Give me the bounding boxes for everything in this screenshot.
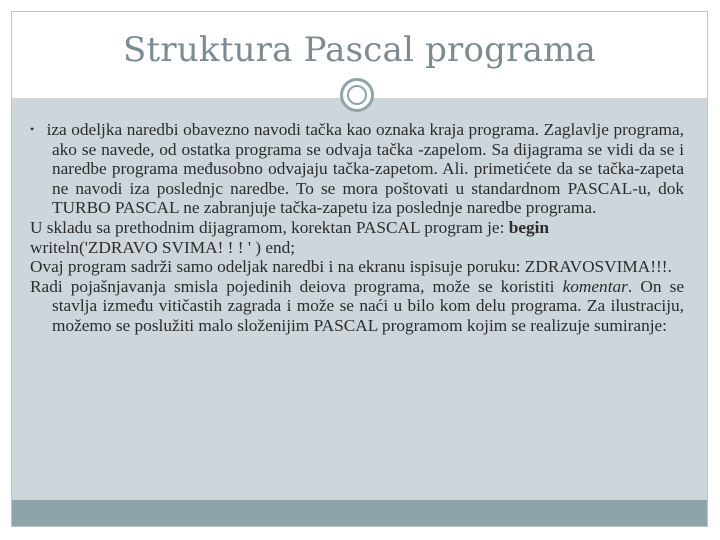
paragraph-4 bbox=[30, 257, 684, 277]
paragraph-3 bbox=[30, 238, 684, 258]
ring-inner bbox=[347, 85, 367, 105]
bottom-bar bbox=[12, 500, 707, 526]
bullet-icon: • bbox=[30, 122, 35, 136]
comment-term: komentar bbox=[562, 276, 628, 296]
keyword-begin: begin bbox=[508, 217, 550, 237]
ring-icon bbox=[340, 78, 374, 112]
slide-title: Struktura Pascal programa bbox=[123, 30, 596, 70]
paragraph-5 bbox=[30, 277, 684, 336]
paragraph-2-text: U skladu sa prethodnim dijagramom, korektan PASCAL program je: bbox=[30, 217, 505, 237]
paragraph-2 bbox=[30, 218, 684, 238]
paragraph-5-after: . On se stavlja između vitičastih zagrada i može se naći u bilo kom delu programa. Za ilustraciju, možemo se poslužiti malo složenijim PASCAL programom kojim se realizuje sumiranje: bbox=[52, 276, 684, 335]
paragraph-1 bbox=[30, 120, 684, 218]
paragraph-5-before: Radi pojašnjavanja smisla pojedinih deiova programa, može se koristiti bbox=[30, 276, 555, 296]
paragraph-4-text: Ovaj program sadrži samo odeljak naredbi i na ekranu ispisuje poruku: ZDRAVOSVIMA!!!. bbox=[30, 257, 672, 277]
paragraph-1-text: iza odeljka naredbi obavezno navodi tačka kao oznaka kraja programa. Zaglavlje programa, ako se navede, od ostatka programa se odvaja tačka -zapelom. Sa dijagrama se vidi da se i naredbe programa međusobno odvajaju tačka-zapetom. Ali. primetićete da se tačka-zapeta ne navodi iza poslednjc naredbe. To se mora poštovati u standardnom PASCAL-u, dok TURBO PASCAL ne zabranjuje tačka-zapetu iza poslednje naredbe programa. bbox=[46, 120, 684, 218]
body-text bbox=[30, 120, 684, 336]
code-line: writeln('ZDRAVO SVIMA! ! ! ' ) end; bbox=[30, 237, 296, 257]
